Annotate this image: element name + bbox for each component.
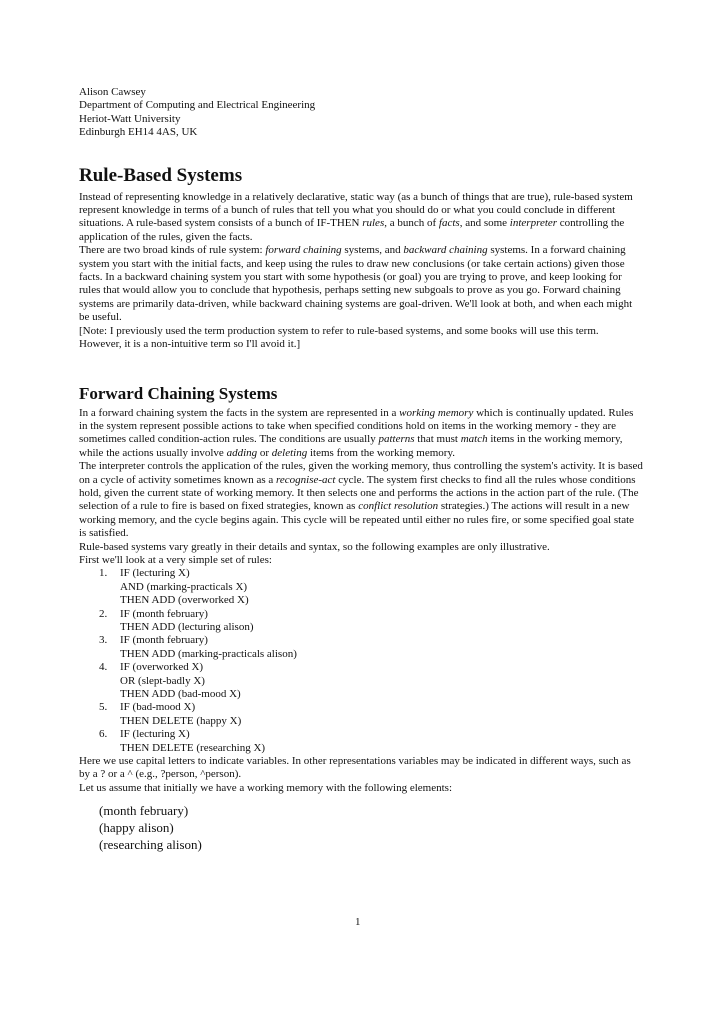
text-run: strategies.) The actions will result in a new working memory, and the cycle begins again. This cycle will be repeated until either no rules fire, or some specified goal state is satisfied. bbox=[79, 500, 635, 540]
text-run: Rule-based systems vary greatly in their details and syntax, so the following examples are only illustrative. bbox=[79, 540, 550, 553]
paragraph bbox=[79, 755, 644, 782]
page-number: 1 bbox=[355, 916, 361, 928]
text-run: systems, and bbox=[341, 244, 404, 257]
rule-number: 1. bbox=[99, 567, 108, 580]
emphasis-text: rules bbox=[362, 217, 385, 230]
working-memory-list bbox=[79, 802, 644, 853]
text-run: Here we use capital letters to indicate variables. In other representations variables may be indicated in different ways, such as by a ? or a ^ (e.g., ?person, ^person). bbox=[79, 755, 631, 781]
rule-number: 3. bbox=[99, 634, 108, 647]
text-run: The interpreter controls the application of the rules, given the working memory, thus controlling the system's activity. It is based on a cycle of activity sometimes known as a bbox=[79, 460, 643, 486]
text-run: or bbox=[257, 446, 272, 459]
paragraph-note bbox=[79, 325, 644, 352]
paragraph bbox=[79, 244, 644, 324]
paragraph bbox=[79, 541, 644, 554]
rule-item bbox=[79, 701, 644, 728]
rule-line: THEN ADD (lecturing alison) bbox=[120, 621, 254, 633]
paragraph bbox=[79, 554, 644, 567]
rule-item bbox=[79, 634, 644, 661]
author-name: Alison Cawsey bbox=[79, 86, 146, 98]
working-memory-item: (month february) bbox=[99, 803, 189, 819]
emphasis-text: deleting bbox=[271, 446, 308, 459]
text-run: Let us assume that initially we have a working memory with the following elements: bbox=[79, 781, 453, 794]
text-run: controlling the application of the rules, given the facts. bbox=[79, 217, 625, 243]
emphasis-text: working memory bbox=[399, 406, 474, 419]
text-run: , a bunch of bbox=[384, 217, 439, 230]
rule-item bbox=[79, 567, 644, 607]
text-run: There are two broad kinds of rule system: bbox=[79, 244, 266, 257]
city: Edinburgh EH14 4AS, UK bbox=[79, 126, 198, 139]
emphasis-text: facts bbox=[438, 217, 460, 230]
section-title-rule-based-systems: Rule-Based Systems bbox=[79, 164, 243, 186]
rule-line: THEN ADD (bad-mood X) bbox=[120, 688, 241, 701]
text-run: Instead of representing knowledge in a relatively declarative, static way (as a bunch of things that are true), rule-based system represent knowledge in terms of a bunch of rules that tell you what you should do or what you could conclude in different situations. A rule-based system consists of a bunch of IF-THEN bbox=[79, 190, 633, 230]
emphasis-text: conflict resolution bbox=[358, 500, 439, 513]
rule-item bbox=[79, 661, 644, 701]
emphasis-text: backward chaining bbox=[403, 244, 488, 257]
text-run: , and some bbox=[459, 217, 510, 230]
paragraph bbox=[79, 191, 644, 245]
rule-number: 2. bbox=[99, 607, 108, 620]
rule-line: IF (month february) bbox=[120, 607, 208, 620]
university: Heriot-Watt University bbox=[79, 112, 181, 125]
rule-line: AND (marking-practicals X) bbox=[120, 580, 248, 593]
working-memory-item: (happy alison) bbox=[99, 820, 174, 836]
text-run: systems. In a forward chaining system you start with the initial facts, and keep using the rules to draw new conclusions (or take certain actions) given those facts. In a backward chaining system you start with some hypothesis (or goal) you are trying to prove, and keep looking for rules that would allow you to conclude that hypothesis, perhaps setting new subgoals to prove as you go. Forward chaining systems are primarily data-driven, while backward chaining systems are goal-driven. We'll look at both, and when each might be useful. bbox=[79, 244, 633, 324]
paragraph bbox=[79, 407, 644, 461]
rule-item bbox=[79, 608, 644, 635]
rule-number: 4. bbox=[99, 661, 108, 674]
emphasis-text: patterns bbox=[378, 433, 415, 446]
rule-line: IF (lecturing X) bbox=[120, 567, 190, 580]
emphasis-text: adding bbox=[226, 446, 258, 459]
rule-line: THEN DELETE (happy X) bbox=[120, 714, 242, 727]
emphasis-text: forward chaining bbox=[265, 244, 342, 257]
text-run: items in the working memory, while the actions usually involve bbox=[79, 433, 623, 459]
author-address bbox=[79, 86, 644, 140]
department: Department of Computing and Electrical Engineering bbox=[79, 99, 316, 112]
document-page bbox=[79, 86, 644, 853]
rule-line: IF (bad-mood X) bbox=[120, 701, 196, 714]
emphasis-text: interpreter bbox=[509, 217, 558, 230]
emphasis-text: recognise-act bbox=[276, 473, 336, 486]
rule-line: OR (slept-badly X) bbox=[120, 674, 205, 687]
rule-line: IF (overworked X) bbox=[120, 661, 204, 674]
rule-line: IF (month february) bbox=[120, 634, 208, 647]
rule-number: 5. bbox=[99, 701, 108, 714]
paragraph bbox=[79, 460, 644, 540]
paragraph bbox=[79, 782, 644, 795]
working-memory-item: (researching alison) bbox=[99, 837, 202, 853]
rule-line: IF (lecturing X) bbox=[120, 728, 190, 741]
rule-number: 6. bbox=[99, 728, 108, 741]
text-run: items from the working memory. bbox=[307, 446, 455, 459]
rule-item bbox=[79, 728, 644, 755]
text-run: that must bbox=[414, 433, 461, 446]
text-run: cycle. The system first checks to find all the rules whose conditions hold, given the current state of working memory. It then selects one and performs the actions in the action part of the rule. (The selection of a rule to fire is based on fixed strategies, known as bbox=[79, 473, 639, 513]
section-title-forward-chaining: Forward Chaining Systems bbox=[79, 383, 278, 403]
rules-list bbox=[79, 567, 644, 755]
text-run: First we'll look at a very simple set of rules: bbox=[79, 553, 272, 566]
rule-line: THEN ADD (overworked X) bbox=[120, 594, 249, 607]
rule-line: THEN DELETE (researching X) bbox=[120, 741, 266, 754]
text-run: [Note: I previously used the term production system to refer to rule-based systems, and some books will use this term. However, it is a non-intuitive term so I'll avoid it.] bbox=[79, 324, 599, 351]
text-run: In a forward chaining system the facts in the system are represented in a bbox=[79, 406, 400, 419]
rule-line: THEN ADD (marking-practicals alison) bbox=[120, 647, 297, 660]
text-run: which is continually updated. Rules in the system represent possible actions to take when specified conditions hold on items in the working memory - they are sometimes called condition-action rules. The conditions are usually bbox=[79, 406, 634, 446]
emphasis-text: match bbox=[460, 433, 488, 446]
